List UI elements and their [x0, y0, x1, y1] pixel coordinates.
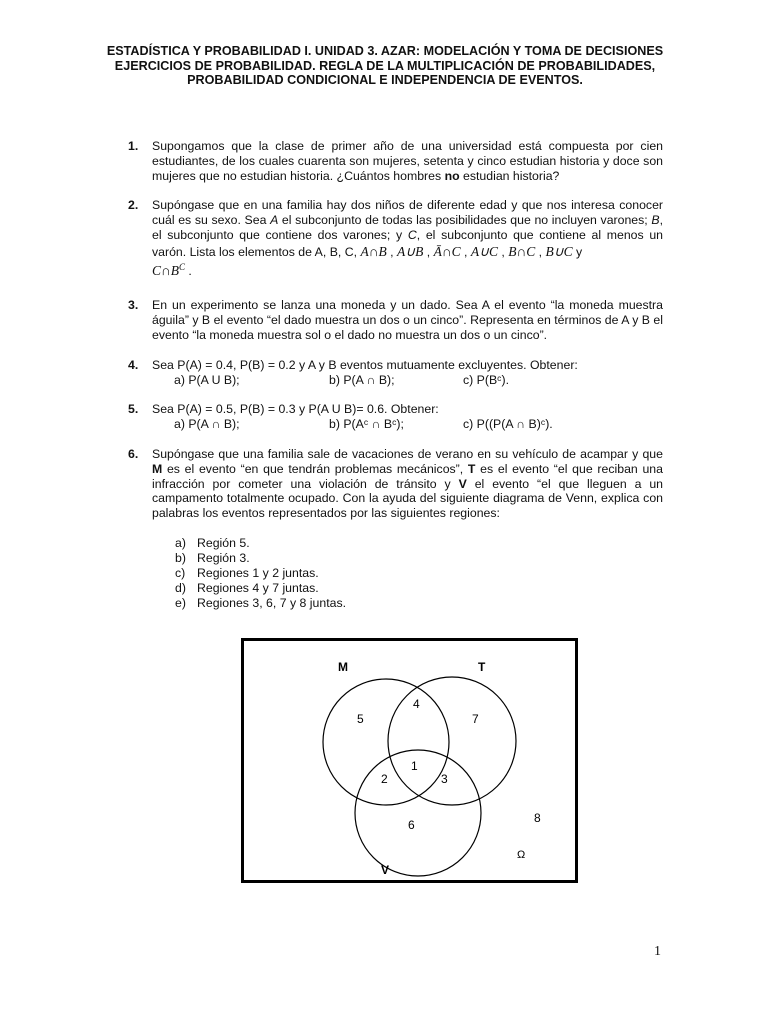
- omega-symbol: Ω: [517, 849, 526, 861]
- option-c: c) P((P(A ∩ B)ᶜ).: [463, 416, 553, 431]
- label-m: M: [338, 660, 348, 674]
- exercise-text: Supóngase que en una familia hay dos niños de diferente edad y que nos interesa conocer cuál es su sexo. Sea A el subconjunto de todas las posibilidades que no incluyen varones; B, el subconjunto que contiene dos varones; y C, el subconjunto que contiene al menos un varón. Lista los elementos de A, B, C, A∩B , A∪B , Ā∩C , A∪C , B∩C , B∪C y $C\cap B^C$ .: [152, 198, 664, 278]
- label-v: V: [381, 863, 390, 877]
- exercise-number: 4.: [128, 358, 139, 372]
- regions-list: [175, 536, 346, 611]
- header-line-1: ESTADÍSTICA Y PROBABILIDAD I. UNIDAD 3. AZAR: MODELACIÓN Y TOMA DE DECISIONES: [106, 44, 664, 58]
- page-number: 1: [654, 944, 661, 959]
- list-item: c) Regiones 1 y 2 juntas.: [175, 566, 319, 580]
- exercise-text: Sea P(A) = 0.5, P(B) = 0.3 y P(A U B)= 0.6. Obtener:: [152, 402, 439, 416]
- exercise-number: 1.: [128, 139, 139, 153]
- exercise-5: [128, 402, 663, 432]
- math-superscript: C: [179, 261, 186, 272]
- exercise-number: 3.: [128, 298, 139, 312]
- list-item: a) Región 5.: [175, 536, 250, 550]
- circle-m: [323, 679, 449, 805]
- exercise-text: Supongamos que la clase de primer año de una universidad está compuesta por cien estudiantes, de los cuales cuarenta son mujeres, setenta y cinco estudian historia y doce son mujeres que no estudian historia. ¿Cuántos hombres no estudian historia?: [152, 139, 663, 183]
- document-header: [100, 44, 670, 88]
- option-a: a) P(A ∩ B);: [174, 416, 240, 431]
- region-1: 1: [411, 759, 418, 773]
- emphasis: no: [444, 168, 460, 183]
- exercise-3: [128, 298, 663, 342]
- list-item: e) Regiones 3, 6, 7 y 8 juntas.: [175, 596, 347, 610]
- region-8: 8: [534, 811, 541, 825]
- region-3: 3: [441, 772, 448, 786]
- exercise-number: 2.: [128, 198, 139, 212]
- venn-diagram-frame: [241, 638, 578, 883]
- options: [152, 417, 663, 432]
- region-6: 6: [408, 818, 415, 832]
- math-expr: A∪B: [396, 243, 424, 259]
- option-b: b) P(Aᶜ ∩ Bᶜ);: [329, 416, 404, 431]
- option-c: c) P(Bᶜ).: [463, 372, 510, 387]
- region-7: 7: [472, 712, 479, 726]
- option-b: b) P(A ∩ B);: [329, 372, 395, 387]
- venn-diagram: [244, 641, 575, 880]
- math-expr: B∩C: [508, 243, 536, 259]
- option-a: a) P(A U B);: [174, 372, 240, 387]
- exercise-1: [128, 139, 663, 183]
- list-item: d) Regiones 4 y 7 juntas.: [175, 581, 319, 595]
- options: [152, 373, 663, 388]
- exercise-number: 6.: [128, 447, 139, 461]
- math-expr: Ā∩C: [433, 243, 461, 259]
- exercise-text: Supóngase que una familia sale de vacaciones de verano en su vehículo de acampar y que M es el evento “en que tendrán problemas mecánicos”, T es el evento “el que reciban una infracción por cometer una violación de tránsito y V el evento “el que lleguen a un campamento totalmente ocupado. Con la ayuda del siguiente diagrama de Venn, explica con palabras los eventos representados por las siguientes regiones:: [152, 447, 664, 521]
- circle-t: [388, 677, 516, 805]
- math-expr: A∩B: [360, 243, 387, 259]
- exercise-4: [128, 358, 663, 388]
- math-expr: C∩B: [152, 262, 179, 278]
- exercise-number: 5.: [128, 402, 139, 416]
- region-5: 5: [357, 712, 364, 726]
- exercise-text: Sea P(A) = 0.4, P(B) = 0.2 y A y B eventos mutuamente excluyentes. Obtener:: [152, 358, 578, 372]
- label-t: T: [478, 660, 486, 674]
- exercise-6: [128, 447, 663, 521]
- header-line-2: EJERCICIOS DE PROBABILIDAD. REGLA DE LA MULTIPLICACIÓN DE PROBABILIDADES, PROBABILIDAD CONDICIONAL E INDEPENDENCIA DE EVENTOS.: [114, 58, 656, 87]
- exercise-2: [128, 198, 663, 279]
- region-4: 4: [413, 697, 420, 711]
- math-expr: A∪C: [470, 243, 498, 259]
- exercise-text: En un experimento se lanza una moneda y un dado. Sea A el evento “la moneda muestra águila” y B el evento “el dado muestra un dos o un cinco”. Representa en términos de A y B el evento “la moneda muestra sol o el dado no muestra un dos o un cinco”.: [152, 298, 663, 342]
- math-expr: B∪C: [545, 243, 573, 259]
- region-2: 2: [381, 772, 388, 786]
- circle-v: [355, 750, 481, 876]
- list-item: b) Región 3.: [175, 551, 250, 565]
